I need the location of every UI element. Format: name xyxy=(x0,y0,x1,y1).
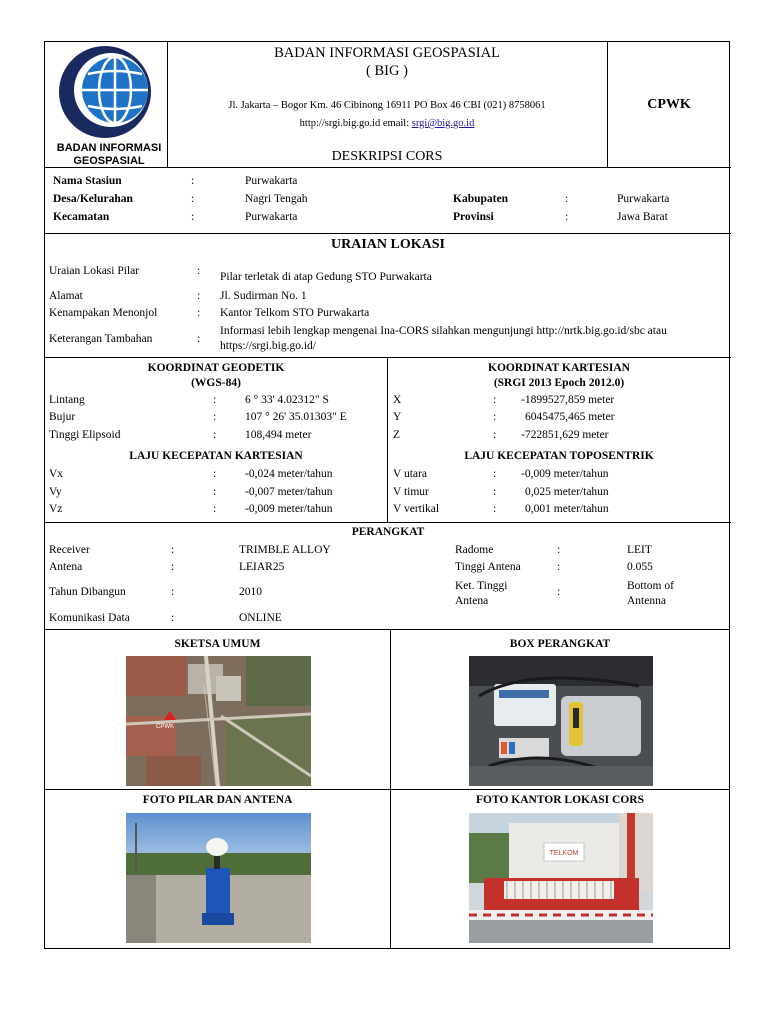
v-utara-value: -0,009 meter/tahun xyxy=(521,468,609,480)
x-label: X xyxy=(393,394,402,406)
kenampakan-value: Kantor Telkom STO Purwakarta xyxy=(220,307,370,319)
box-perangkat-image xyxy=(469,656,653,786)
email-link[interactable]: srgi@big.go.id xyxy=(411,118,475,129)
kabupaten-value: Purwakarta xyxy=(617,193,670,205)
keterangan-label: Keterangan Tambahan xyxy=(49,333,153,345)
radome-value: LEIT xyxy=(627,544,652,556)
geodetik-subtitle: (WGS-84) xyxy=(191,377,241,389)
globe-logo-icon xyxy=(55,44,159,140)
uraian-lokasi-title: URAIAN LOKASI xyxy=(331,237,445,252)
perangkat-title: PERANGKAT xyxy=(351,526,425,538)
kecamatan-label: Kecamatan xyxy=(53,211,110,223)
alamat-value: Jl. Sudirman No. 1 xyxy=(220,290,307,302)
antena-value: LEIAR25 xyxy=(239,561,285,573)
map-marker-label: CPWK xyxy=(156,724,174,730)
kantor-cors-image xyxy=(469,813,653,943)
vy-value: -0,007 meter/tahun xyxy=(245,486,333,498)
kartesian-title: KOORDINAT KARTESIAN xyxy=(488,362,630,374)
lintang-value: 6 ° 33' 4.02312" S xyxy=(245,394,329,406)
box-perangkat-title: BOX PERANGKAT xyxy=(509,638,611,650)
keterangan-value-line1: Informasi lebih lengkap mengenai Ina-CORS silahkan mengunjungi http://nrtk.big.go.id/sbc atau xyxy=(220,325,667,337)
vz-label: Vz xyxy=(49,503,63,515)
kecamatan-value: Purwakarta xyxy=(245,211,298,223)
telkom-sign-text: TELKOM xyxy=(549,850,579,857)
v-vertikal-value: 0,001 meter/tahun xyxy=(525,503,609,515)
antena-label: Antena xyxy=(49,561,83,573)
provinsi-value: Jawa Barat xyxy=(617,211,668,223)
lintang-label: Lintang xyxy=(49,394,85,406)
vx-value: -0,024 meter/tahun xyxy=(245,468,333,480)
sketsa-map-image xyxy=(126,656,311,786)
geodetik-title: KOORDINAT GEODETIK xyxy=(147,362,285,374)
org-contact xyxy=(167,118,607,129)
desa-label: Desa/Kelurahan xyxy=(53,193,133,205)
org-name: BADAN INFORMASI GEOSPASIAL xyxy=(274,45,500,61)
logo-text-line2: GEOSPASIAL xyxy=(73,155,145,167)
bujur-label: Bujur xyxy=(49,411,76,423)
tinggi-antena-label: Tinggi Antena xyxy=(455,561,521,573)
radome-label: Radome xyxy=(455,544,494,556)
komunikasi-value: ONLINE xyxy=(239,612,282,624)
y-value: 6045475,465 meter xyxy=(525,411,615,423)
receiver-value: TRIMBLE ALLOY xyxy=(239,544,331,556)
tinggi-antena-value: 0.055 xyxy=(627,561,653,573)
web-email-prefix: http://srgi.big.go.id email: xyxy=(299,118,412,129)
v-vertikal-label: V vertikal xyxy=(393,503,440,515)
komunikasi-label: Komunikasi Data xyxy=(49,612,130,624)
foto-pilar-title: FOTO PILAR DAN ANTENA xyxy=(142,794,293,806)
pilar-antena-image xyxy=(126,813,311,943)
laju-kartesian-title: LAJU KECEPATAN KARTESIAN xyxy=(129,450,303,462)
v-timur-value: 0,025 meter/tahun xyxy=(525,486,609,498)
y-label: Y xyxy=(393,411,402,423)
provinsi-label: Provinsi xyxy=(453,211,494,223)
alamat-label: Alamat xyxy=(49,290,83,302)
vz-value: -0,009 meter/tahun xyxy=(245,503,333,515)
desa-value: Nagri Tengah xyxy=(245,193,308,205)
z-value: -722851,629 meter xyxy=(521,429,609,441)
foto-kantor-title: FOTO KANTOR LOKASI CORS xyxy=(476,794,644,806)
org-abbr: ( BIG ) xyxy=(366,63,408,79)
laju-toposentrik-title: LAJU KECEPATAN TOPOSENTRIK xyxy=(464,450,654,462)
big-logo xyxy=(55,44,162,167)
ket-tinggi-value-line2: Antenna xyxy=(627,595,666,607)
ket-tinggi-value-line1: Bottom of xyxy=(627,580,674,592)
v-utara-label: V utara xyxy=(393,468,427,480)
lokasi-pilar-label: Uraian Lokasi Pilar xyxy=(49,265,140,277)
v-timur-label: V timur xyxy=(393,486,429,498)
logo-text-line1: BADAN INFORMASI xyxy=(56,142,162,154)
ket-tinggi-label-line1: Ket. Tinggi xyxy=(455,580,508,592)
sketsa-umum-title: SKETSA UMUM xyxy=(174,638,261,650)
kartesian-subtitle: (SRGI 2013 Epoch 2012.0) xyxy=(493,377,625,389)
receiver-label: Receiver xyxy=(49,544,90,556)
x-value: -1899527,859 meter xyxy=(521,394,615,406)
kabupaten-label: Kabupaten xyxy=(453,193,508,205)
kenampakan-label: Kenampakan Menonjol xyxy=(49,307,158,319)
z-label: Z xyxy=(393,429,401,441)
nama-stasiun-value: Purwakarta xyxy=(245,175,298,187)
org-address: Jl. Jakarta – Bogor Km. 46 Cibinong 16911 PO Box 46 CBI (021) 8758061 xyxy=(228,100,546,111)
keterangan-value-line2: https://srgi.big.go.id/ xyxy=(220,340,316,352)
nama-stasiun-label: Nama Stasiun xyxy=(53,175,122,187)
tahun-value: 2010 xyxy=(239,586,262,598)
tinggi-elipsoid-label: Tinggi Elipsoid xyxy=(49,429,121,441)
tinggi-elipsoid-value: 108,494 meter xyxy=(245,429,312,441)
tahun-label: Tahun Dibangun xyxy=(49,586,126,598)
bujur-value: 107 ° 26' 35.01303" E xyxy=(245,411,347,423)
ket-tinggi-label-line2: Antena xyxy=(455,595,489,607)
photo-panel xyxy=(44,629,730,949)
vy-label: Vy xyxy=(49,486,62,498)
doc-title: DESKRIPSI CORS xyxy=(331,149,443,164)
vx-label: Vx xyxy=(49,468,64,480)
lokasi-pilar-value: Pilar terletak di atap Gedung STO Purwakarta xyxy=(220,271,432,283)
station-code: CPWK xyxy=(647,97,691,112)
cors-description-sheet: BADAN INFORMASI GEOSPASIAL BADAN INFORMASI GEOSPASIAL ( BIG ) Jl. Jakarta – Bogor Km. 46 Cibinong 16911 PO Box 46 CBI (021) 8758061 http://srgi.big.go.id email: srgi@big.go.id DESKRIPSI CORS CPWK Nama Stasiun : Purwakarta Desa/Kelurahan : Nagri Tengah Kabupaten : Purwakarta Kecamatan : Purwakarta Provinsi : Jawa Barat URAIAN LOKASI Uraian Lokasi Pilar : Pilar terletak di atap Gedung STO Purwakarta Alamat : Jl. Sudirman No. 1 Kenampakan Menonjol : Kantor Telkom STO Purwakarta Keterangan Tambahan : Informasi lebih lengkap mengenai Ina-CORS silahkan mengunjungi http://nrtk.big.go.id/sbc atau https://srgi.big.go.id/ KOORDINAT GEODETIK (WGS-84) KOORDINAT KARTESIAN (SRGI 2013 Epoch 2012.0) Lintang : 6 ° 33' 4.02312" S Bujur : 107 ° 26' 35.01303" E Tinggi Elipsoid : 108,494 meter X : -1899527,859 meter Y : 6045475,465 meter Z : -722851,629 meter LAJU KECEPATAN KARTESIAN LAJU KECEPATAN TOPOSENTRIK Vx : -0,024 meter/tahun Vy : -0,007 meter/tahun Vz : -0,009 meter/tahun V utara : -0,009 meter/tahun V timur : 0,025 meter/tahun V vertikal : 0,001 meter/tahun PERANGKAT Receiver : TRIMBLE ALLOY Radome : LEIT Antena : LEIAR25 Tinggi Antena : 0.055 Tahun Dibangun : 2010 Ket. Tinggi Antena : Bottom of Antenna Komunikasi Data : ONLINE xyxy=(44,41,730,949)
